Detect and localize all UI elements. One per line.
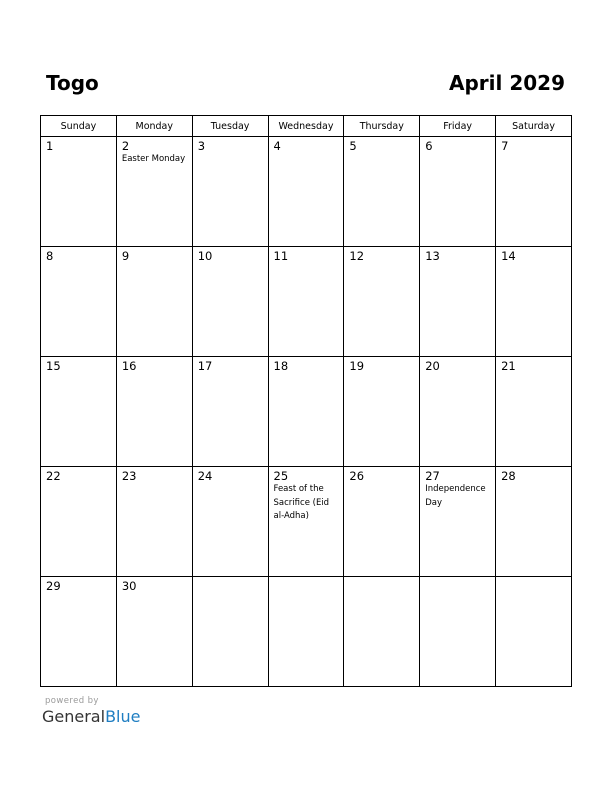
day-cell [192,467,268,577]
weekday-wednesday: Wednesday [268,116,344,137]
day-number: 4 [273,139,281,153]
day-cell [116,467,192,577]
day-cell [41,467,117,577]
empty-day-cell [192,577,268,687]
day-cell [41,137,117,247]
weekday-header-row [41,116,572,137]
day-number: 19 [349,359,365,373]
day-number: 1 [46,139,54,153]
day-number: 15 [46,359,61,373]
day-cell [116,137,192,247]
day-number: 6 [425,139,433,153]
week-row [41,357,572,467]
day-number: 18 [273,359,289,373]
day-cell [344,467,420,577]
day-number: 25 [273,469,289,483]
week-row [41,467,572,577]
day-cell [496,357,572,467]
day-number: 13 [425,249,440,263]
day-number: 21 [501,359,516,373]
week-row [41,137,572,247]
day-number: 2 [121,139,130,153]
day-cell [420,137,496,247]
day-cell [268,467,344,577]
day-cell [420,467,496,577]
day-number: 28 [501,469,516,483]
day-number: 23 [121,469,137,483]
month-year-title: April 2029 [449,71,565,95]
day-number: 7 [501,139,509,153]
day-cell [420,357,496,467]
day-number: 11 [273,249,289,263]
logo-general-text: General [42,707,106,726]
day-cell [496,247,572,357]
day-cell [344,137,420,247]
country-title: Togo [46,71,99,95]
holiday-label: Feast of the Sacrifice (Eid al-Adha) [273,484,330,521]
day-number: 17 [197,359,213,373]
weekday-thursday: Thursday [344,116,420,137]
weekday-saturday: Saturday [496,116,572,137]
weekday-sunday: Sunday [41,116,117,137]
day-cell [268,357,344,467]
powered-by-text: powered by [45,696,99,706]
week-row [41,247,572,357]
weekday-friday: Friday [420,116,496,137]
day-number: 24 [197,469,213,483]
day-number: 14 [501,249,516,263]
day-cell [41,247,117,357]
day-cell [268,137,344,247]
day-number: 16 [121,359,137,373]
empty-day-cell [420,577,496,687]
empty-day-cell [496,577,572,687]
day-number: 9 [121,249,130,263]
empty-day-cell [344,577,420,687]
weekday-tuesday: Tuesday [192,116,268,137]
day-number: 26 [349,469,365,483]
footer-branding [42,695,140,727]
week-row [41,577,572,687]
empty-day-cell [268,577,344,687]
day-number: 27 [425,469,440,483]
day-number: 29 [46,579,61,593]
day-cell [496,137,572,247]
day-number: 12 [349,249,365,263]
day-cell [116,247,192,357]
day-cell [344,357,420,467]
day-cell [496,467,572,577]
day-cell [116,577,192,687]
day-number: 10 [197,249,213,263]
day-number: 22 [46,469,61,483]
holiday-label: Easter Monday [121,154,186,164]
holiday-label: Independence Day [425,484,486,508]
day-cell [116,357,192,467]
day-cell [192,247,268,357]
generalblue-logo[interactable] [42,707,140,727]
day-cell [192,357,268,467]
day-cell [41,357,117,467]
day-cell [420,247,496,357]
day-number: 30 [121,579,137,593]
day-cell [268,247,344,357]
day-number: 20 [425,359,440,373]
day-cell [344,247,420,357]
day-number: 8 [46,249,54,263]
weekday-monday: Monday [116,116,192,137]
logo-blue-text: Blue [105,707,141,726]
day-number: 3 [197,139,206,153]
day-cell [41,577,117,687]
day-cell [192,137,268,247]
calendar-grid [40,115,572,687]
day-number: 5 [349,139,357,153]
